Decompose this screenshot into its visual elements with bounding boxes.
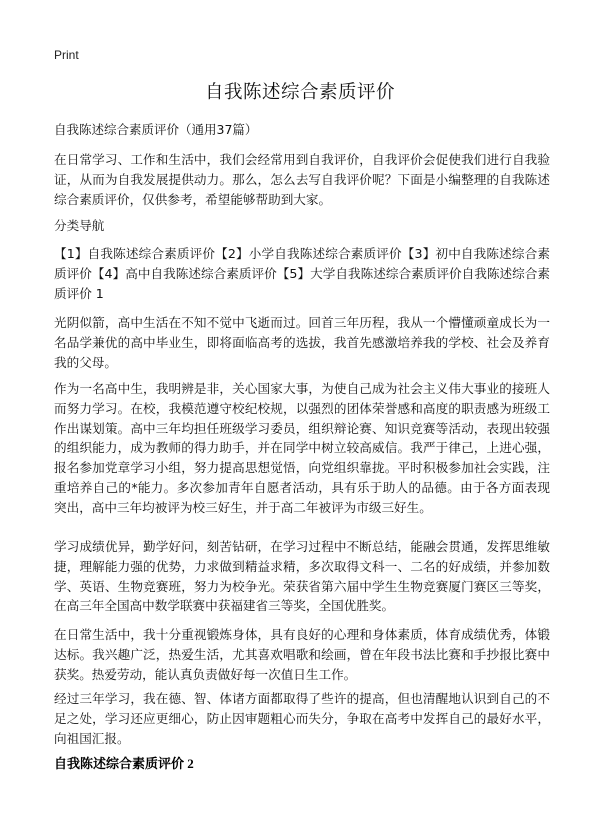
section1-heading: 自我陈述综合素质评价 1 — [54, 265, 551, 301]
intro-paragraph: 在日常学习、工作和生活中，我们会经常用到自我评价，自我评价会促使我们进行自我验证，从而为自我发展提供动力。那么，怎么去写自我评价呢？下面是小编整理的自我陈述综合素质评价，仅供参考，希望能够帮助到大家。 — [54, 152, 550, 207]
page-title: 自我陈述综合素质评价 — [204, 82, 395, 103]
nav-link-4[interactable]: 【4】高中自我陈述综合素质评价 — [91, 265, 277, 281]
body-paragraph: 光阴似箭，高中生活在不知不觉中飞逝而过。回首三年历程，我从一个懵懂顽童成长为一名品学兼优的高中毕业生，即将面临高考的选拔，我首先感激培养我的学校、社会及养育我的父母。 — [54, 315, 550, 370]
nav-link-2[interactable]: 【2】小学自我陈述综合素质评价 — [215, 246, 402, 261]
nav-link-1[interactable]: 【1】自我陈述综合素质评价 — [54, 246, 216, 261]
nav-heading: 分类导航 — [54, 218, 105, 233]
nav-link-3[interactable]: 【3】初中自我陈述综合素质评价 — [54, 246, 551, 281]
body-paragraph: 作为一名高中生，我明辨是非，关心国家大事，为使自己成为社会主义伟大事业的接班人而努力学习。在校，我模范遵守校纪校规，以强烈的团体荣誉感和高度的职责感为班级工作出谋划策。高中三年均担任班级学习委员，组织辩论赛、知识竞赛等活动，表现出较强的组织能力，成为教师的得力助手，并在同学中树立较高威信。我严于律己，上进心强，报名参加党章学习小组，努力提高思想觉悟，向党组织靠拢。平时积极参加社会实践，注重培养自己的*能力。多次参加青年自愿者活动，具有乐于助人的品德。由于各方面表现突出，高中三年均被评为校三好生，并于高二年被评为市级三好生。 — [54, 381, 550, 515]
category-nav — [54, 244, 550, 303]
section2-heading: 自我陈述综合素质评价 2 — [54, 756, 194, 771]
body-paragraph: 在日常生活中，我十分重视锻炼身体，具有良好的心理和身体素质，体育成绩优秀，体锻达标。我兴趣广泛，热爱生活，尤其喜欢唱歌和绘画，曾在年段书法比赛和手抄报比赛中获奖。热爱劳动，能认真负责做好每一次值日生工作。 — [54, 627, 550, 682]
body-paragraph: 学习成绩优异，勤学好问，刻苦钻研，在学习过程中不断总结，能融会贯通，发挥思维敏捷，理解能力强的优势，力求做到精益求精，多次取得文科一、二名的好成绩，并参加数学、英语、生物竞赛班，努力为校争光。荣获省第六届中学生生物竞赛厦门赛区三等奖，在高三年全国高中数学联赛中获福建省三等奖，全国优胜奖。 — [54, 539, 550, 614]
print-link[interactable]: Print — [54, 48, 79, 62]
body-paragraph: 经过三年学习，我在德、智、体诸方面都取得了些许的提高，但也清醒地认识到自己的不足之处，学习还应更细心，防止因审题粗心而失分，争取在高考中发挥自己的最好水平，向祖国汇报。 — [54, 691, 550, 746]
nav-link-5[interactable]: 【5】大学自我陈述综合素质评价 — [276, 265, 462, 281]
subtitle: 自我陈述综合素质评价（通用37篇） — [54, 122, 258, 137]
